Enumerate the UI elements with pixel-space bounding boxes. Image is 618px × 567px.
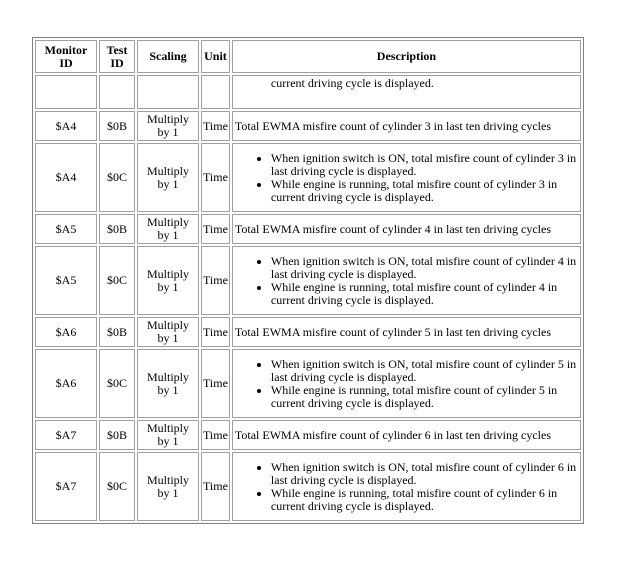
table-row [35, 317, 581, 347]
continuation-description: current driving cycle is displayed. [232, 75, 581, 109]
description-cell: Total EWMA misfire count of cylinder 6 in last ten driving cycles [232, 420, 581, 450]
monitor-id-cell: $A7 [35, 452, 97, 521]
unit-cell: Time [201, 143, 230, 212]
monitor-id-cell: $A7 [35, 420, 97, 450]
monitor-id-cell: $A6 [35, 349, 97, 418]
test-id-cell: $0B [99, 214, 135, 244]
scaling-cell: Multiply by 1 [137, 317, 199, 347]
description-cell: Total EWMA misfire count of cylinder 5 in last ten driving cycles [232, 317, 581, 347]
table-row [35, 420, 581, 450]
misfire-monitor-table [32, 37, 584, 524]
empty-cell [201, 75, 230, 109]
scaling-cell: Multiply by 1 [137, 214, 199, 244]
description-bullet-list [235, 152, 578, 204]
table-row [35, 111, 581, 141]
description-cell [232, 246, 581, 315]
test-id-cell: $0B [99, 420, 135, 450]
unit-cell: Time [201, 452, 230, 521]
description-bullet: • When ignition switch is ON, total misfire count of cylinder 4 in last driving cycle is displayed. [271, 255, 578, 281]
scaling-cell: Multiply by 1 [137, 452, 199, 521]
scaling-cell: Multiply by 1 [137, 246, 199, 315]
test-id-cell: $0C [99, 452, 135, 521]
table-row [35, 214, 581, 244]
description-bullet: • While engine is running, total misfire count of cylinder 3 in current driving cycle is displayed. [271, 178, 578, 204]
description-bullet: • While engine is running, total misfire count of cylinder 5 in current driving cycle is displayed. [271, 384, 578, 410]
description-bullet: • While engine is running, total misfire count of cylinder 4 in current driving cycle is displayed. [271, 281, 578, 307]
table-row [35, 143, 581, 212]
header-test-id: Test ID [99, 40, 135, 73]
empty-cell [137, 75, 199, 109]
description-cell: Total EWMA misfire count of cylinder 4 in last ten driving cycles [232, 214, 581, 244]
monitor-id-cell: $A6 [35, 317, 97, 347]
monitor-id-cell: $A4 [35, 111, 97, 141]
scaling-cell: Multiply by 1 [137, 111, 199, 141]
empty-cell [99, 75, 135, 109]
table-row [35, 246, 581, 315]
description-bullet: • When ignition switch is ON, total misfire count of cylinder 6 in last driving cycle is displayed. [271, 461, 578, 487]
monitor-id-cell: $A4 [35, 143, 97, 212]
header-scaling: Scaling [137, 40, 199, 73]
test-id-cell: $0C [99, 246, 135, 315]
table-row [35, 452, 581, 521]
monitor-id-cell: $A5 [35, 214, 97, 244]
empty-cell [35, 75, 97, 109]
test-id-cell: $0B [99, 111, 135, 141]
header-unit: Unit [201, 40, 230, 73]
scaling-cell: Multiply by 1 [137, 143, 199, 212]
description-bullet-list [235, 461, 578, 513]
header-monitor-id: Monitor ID [35, 40, 97, 73]
monitor-id-cell: $A5 [35, 246, 97, 315]
description-cell [232, 349, 581, 418]
test-id-cell: $0B [99, 317, 135, 347]
description-bullet-list [235, 358, 578, 410]
description-bullet: • While engine is running, total misfire count of cylinder 6 in current driving cycle is displayed. [271, 487, 578, 513]
unit-cell: Time [201, 214, 230, 244]
description-cell [232, 452, 581, 521]
header-description: Description [232, 40, 581, 73]
unit-cell: Time [201, 420, 230, 450]
description-bullet: • When ignition switch is ON, total misfire count of cylinder 3 in last driving cycle is displayed. [271, 152, 578, 178]
description-bullet: • When ignition switch is ON, total misfire count of cylinder 5 in last driving cycle is displayed. [271, 358, 578, 384]
table-row [35, 349, 581, 418]
unit-cell: Time [201, 349, 230, 418]
test-id-cell: $0C [99, 349, 135, 418]
scaling-cell: Multiply by 1 [137, 420, 199, 450]
continuation-row [35, 75, 581, 109]
unit-cell: Time [201, 111, 230, 141]
unit-cell: Time [201, 317, 230, 347]
scaling-cell: Multiply by 1 [137, 349, 199, 418]
description-cell [232, 143, 581, 212]
unit-cell: Time [201, 246, 230, 315]
description-cell: Total EWMA misfire count of cylinder 3 in last ten driving cycles [232, 111, 581, 141]
description-bullet-list [235, 255, 578, 307]
test-id-cell: $0C [99, 143, 135, 212]
header-row [35, 40, 581, 73]
